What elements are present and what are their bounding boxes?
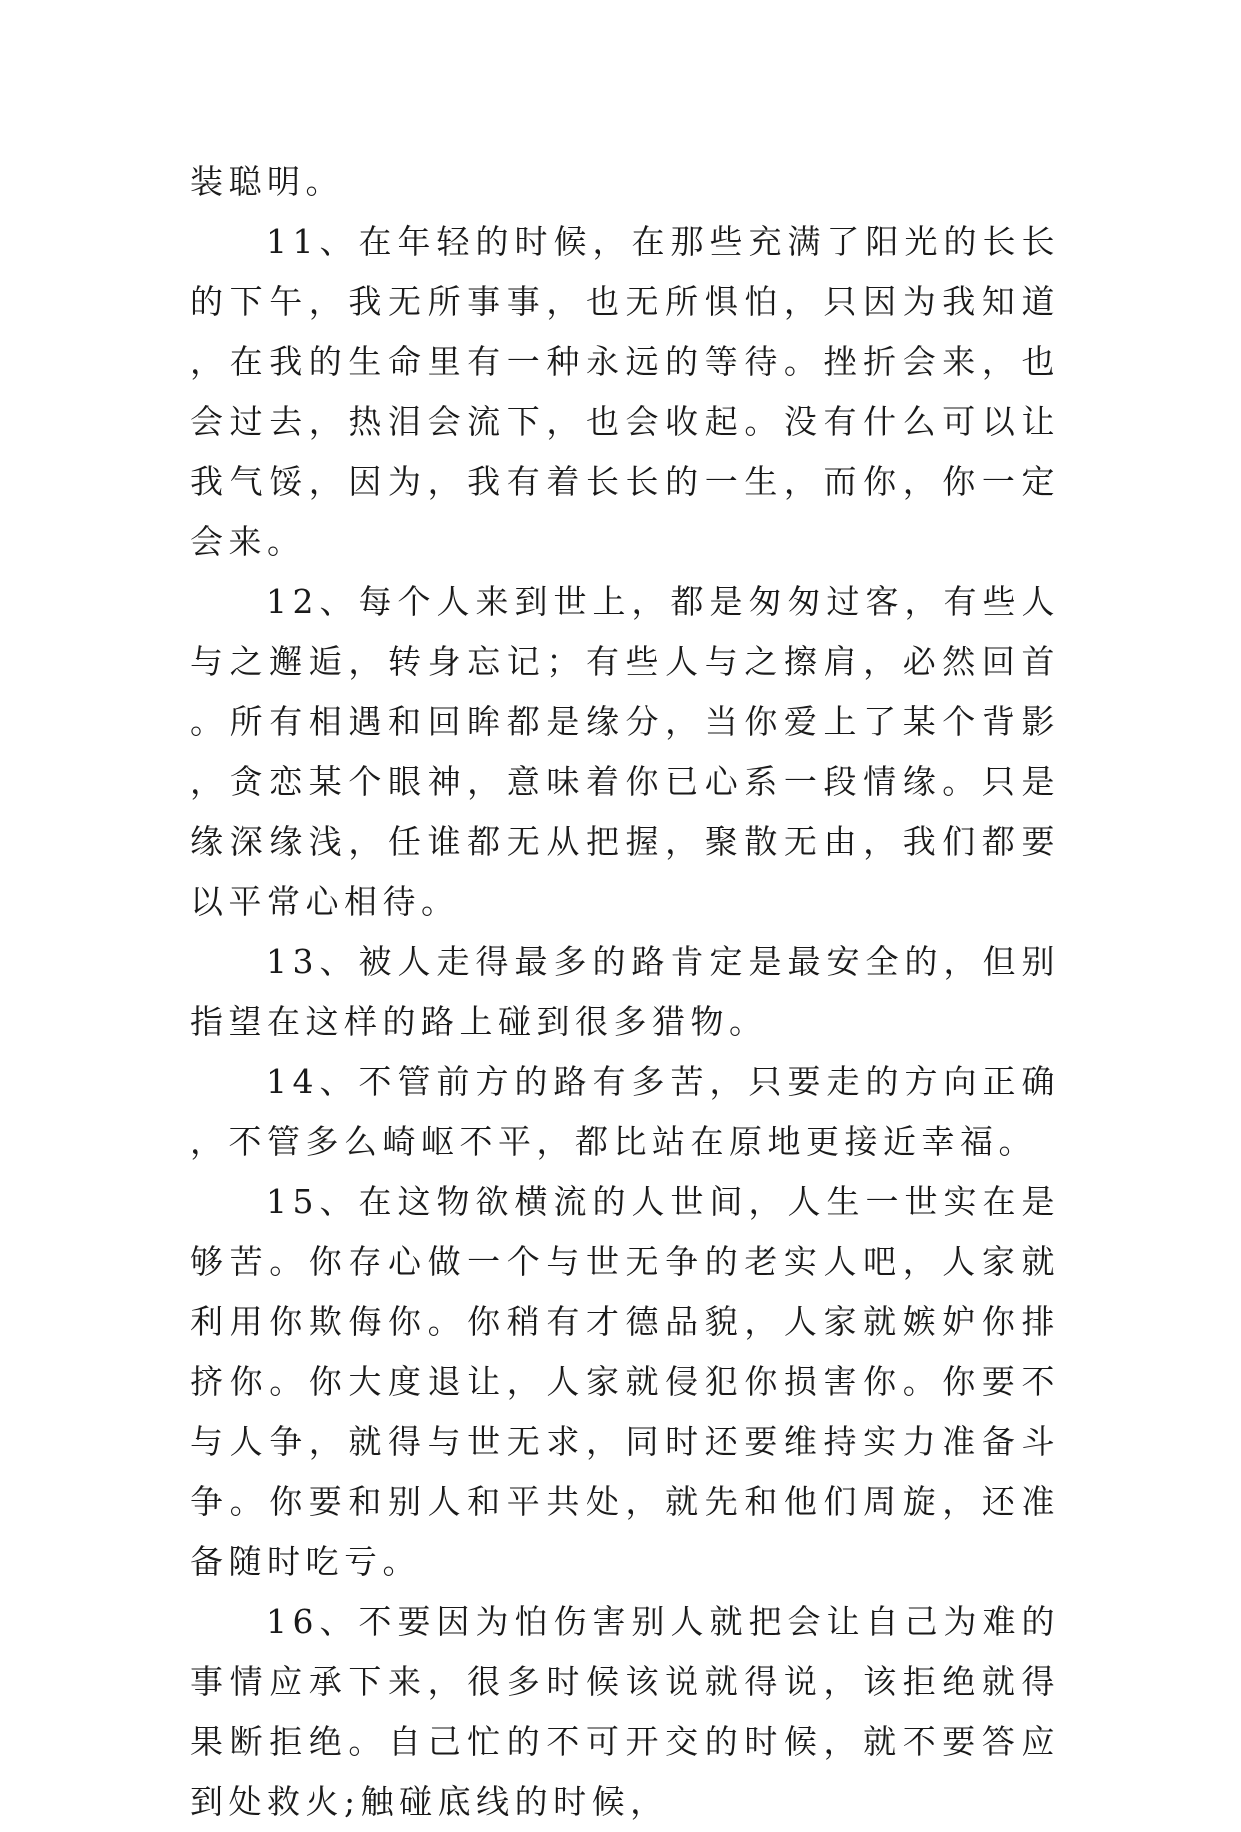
paragraph-14: 14、不管前方的路有多苦，只要走的方向正确，不管多么崎岖不平，都比站在原地更接近幸福。	[190, 1062, 1060, 1161]
paragraph-11: 11、在年轻的时候，在那些充满了阳光的长长的下午，我无所事事，也无所惧怕，只因为我知道，在我的生命里有一种永远的等待。挫折会来，也会过去，热泪会流下，也会收起。没有什么可以让我气馁，因为，我有着长长的一生，而你，你一定会来。	[190, 222, 1060, 561]
paragraph-continuation: 装聪明。	[190, 162, 344, 201]
paragraph-15: 15、在这物欲横流的人世间，人生一世实在是够苦。你存心做一个与世无争的老实人吧，人家就利用你欺侮你。你稍有才德品貌，人家就嫉妒你排挤你。你大度退让，人家就侵犯你损害你。你要不与人争，就得与世无求，同时还要维持实力准备斗争。你要和别人和平共处，就先和他们周旋，还准备随时吃亏。	[190, 1182, 1060, 1581]
document-body	[190, 152, 1060, 1832]
paragraph-16: 16、不要因为怕伤害别人就把会让自己为难的事情应承下来，很多时候该说就得说，该拒绝就得果断拒绝。自己忙的不可开交的时候，就不要答应到处救火;触碰底线的时候，	[190, 1602, 1060, 1821]
paragraph-12: 12、每个人来到世上，都是匆匆过客，有些人与之邂逅，转身忘记；有些人与之擦肩，必然回首。所有相遇和回眸都是缘分，当你爱上了某个背影，贪恋某个眼神，意味着你已心系一段情缘。只是缘深缘浅，任谁都无从把握，聚散无由，我们都要以平常心相待。	[190, 582, 1060, 921]
paragraph-13: 13、被人走得最多的路肯定是最安全的，但别指望在这样的路上碰到很多猎物。	[190, 942, 1060, 1041]
